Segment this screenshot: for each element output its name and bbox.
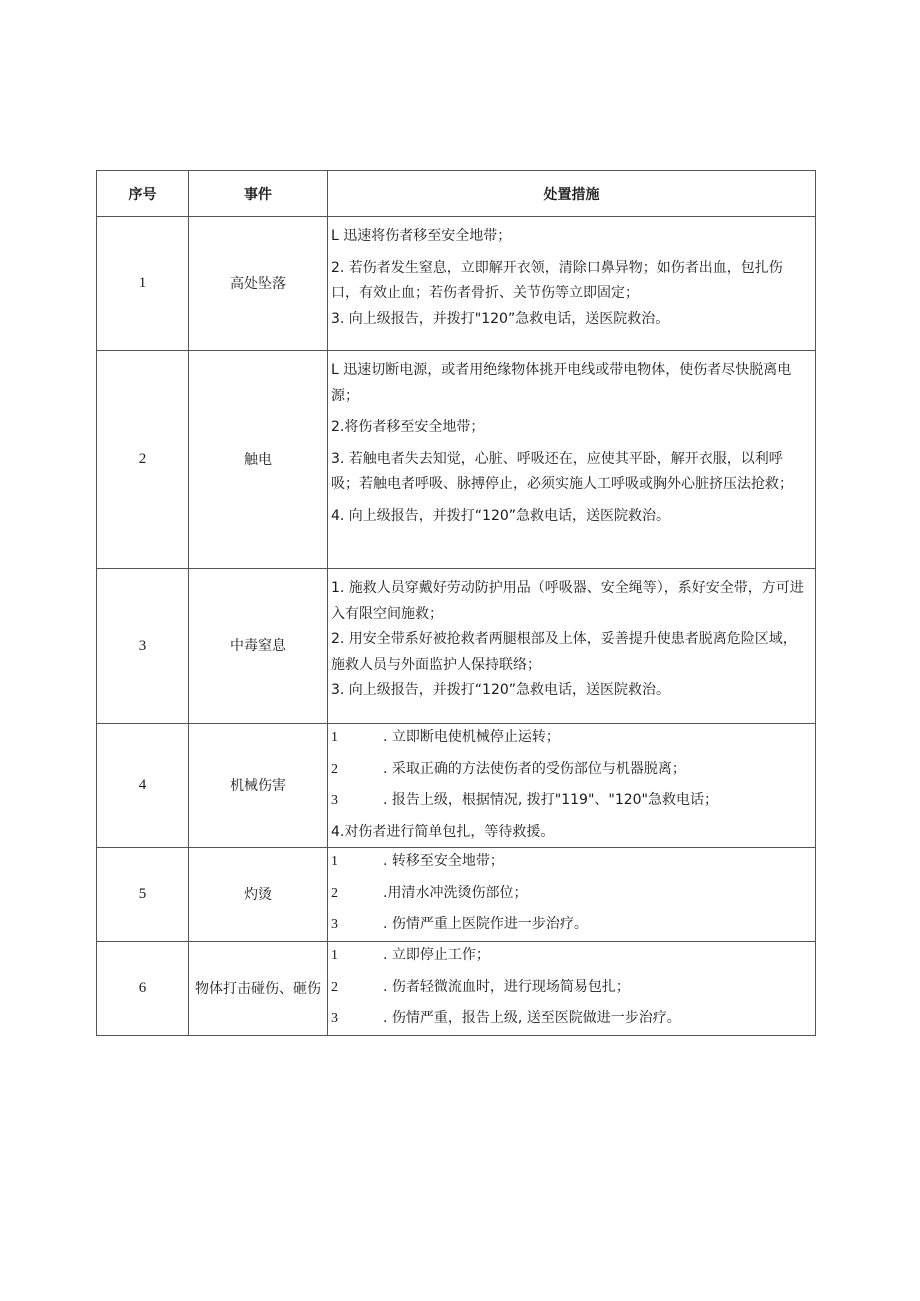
measure-step: L 迅速将伤者移至安全地带； <box>331 228 512 244</box>
step-number: 3 <box>331 793 338 808</box>
step-number: 1 <box>331 730 338 745</box>
step-text: . 报告上级，根据情况, 拨打"119"、"120"急救电话； <box>383 792 719 808</box>
measures-cell <box>328 942 816 1036</box>
event-name: 高处坠落 <box>189 217 328 351</box>
measure-step: 3. 向上级报告，并拨打“120”急救电话，送医院救治。 <box>331 682 671 698</box>
measure-step: 4.对伤者进行简单包扎，等待救援。 <box>331 823 555 840</box>
step-text: . 伤者轻微流血时，进行现场简易包扎； <box>383 978 630 995</box>
measure-step: 1. 施救人员穿戴好劳动防护用品（呼吸器、安全绳等），系好安全带，方可进入有限空间施救； <box>331 580 804 622</box>
measure-step <box>331 757 809 783</box>
measures-cell <box>328 569 816 724</box>
row-number: 5 <box>97 848 189 942</box>
table-row <box>97 351 816 569</box>
table-row <box>97 217 816 351</box>
event-name: 灼烫 <box>189 848 328 942</box>
header-measures: 处置措施 <box>328 171 816 217</box>
row-number: 2 <box>97 351 189 569</box>
measure-step: 2.将伤者移至安全地带； <box>331 419 485 435</box>
step-text: .用清水冲洗烫伤部位； <box>383 884 528 901</box>
measures-cell <box>328 351 816 569</box>
step-number: 3 <box>331 1011 338 1026</box>
measure-step <box>331 943 809 969</box>
measures-cell <box>328 848 816 942</box>
step-text: . 伤情严重，报告上级, 送至医院做进一步治疗。 <box>383 1010 681 1026</box>
step-number: 2 <box>331 885 338 901</box>
header-no: 序号 <box>97 171 189 217</box>
measure-step: 3. 若触电者失去知觉，心脏、呼吸还在，应使其平卧，解开衣服，以利呼吸；若触电者呼吸、脉搏停止，必须实施人工呼吸或胸外心脏挤压法抢救； <box>331 450 793 492</box>
measure-step <box>331 1006 809 1032</box>
step-number: 1 <box>331 948 338 963</box>
table-row <box>97 848 816 942</box>
event-name: 机械伤害 <box>189 724 328 848</box>
row-number: 4 <box>97 724 189 848</box>
table-row <box>97 569 816 724</box>
row-number: 3 <box>97 569 189 724</box>
measure-step: 2. 若伤者发生窒息，立即解开衣领，清除口鼻异物；如伤者出血，包扎伤口，有效止血；若伤者骨折、关节伤等立即固定； <box>331 259 783 301</box>
measure-step: L 迅速切断电源，或者用绝缘物体挑开电线或带电物体，使伤者尽快脱离电源； <box>331 362 792 404</box>
measures-cell <box>328 217 816 351</box>
step-number: 2 <box>331 761 338 777</box>
step-number: 1 <box>331 854 338 869</box>
row-number: 6 <box>97 942 189 1036</box>
emergency-measures-table <box>96 170 816 1036</box>
event-name: 触电 <box>189 351 328 569</box>
step-number: 2 <box>331 979 338 995</box>
measure-step <box>331 725 809 751</box>
measure-step <box>331 849 809 875</box>
measure-step <box>331 788 809 814</box>
event-name: 物体打击碰伤、砸伤 <box>189 942 328 1036</box>
step-text: . 立即停止工作； <box>383 947 490 963</box>
measure-step: 2. 用安全带系好被抢救者两腿根部及上体，妥善提升使患者脱离危险区域，施救人员与外面监护人保持联络； <box>331 631 797 673</box>
table-row <box>97 942 816 1036</box>
step-text: . 采取正确的方法使伤者的受伤部位与机器脱离； <box>383 760 686 777</box>
header-event: 事件 <box>189 171 328 217</box>
event-name: 中毒窒息 <box>189 569 328 724</box>
row-number: 1 <box>97 217 189 351</box>
step-text: . 转移至安全地带； <box>383 853 504 869</box>
measure-step: 4. 向上级报告，并拨打“120”急救电话，送医院救治。 <box>331 507 671 524</box>
step-number: 3 <box>331 917 338 932</box>
step-text: . 立即断电使机械停止运转； <box>383 729 560 745</box>
measures-cell <box>328 724 816 848</box>
measure-step <box>331 975 809 1001</box>
measure-step <box>331 881 809 907</box>
measure-step: 3. 向上级报告，并拨打"120”急救电话，送医院救治。 <box>331 310 670 327</box>
table-header-row <box>97 171 816 217</box>
measure-step <box>331 912 809 938</box>
table-row <box>97 724 816 848</box>
step-text: . 伤情严重上医院作进一步治疗。 <box>383 916 588 932</box>
